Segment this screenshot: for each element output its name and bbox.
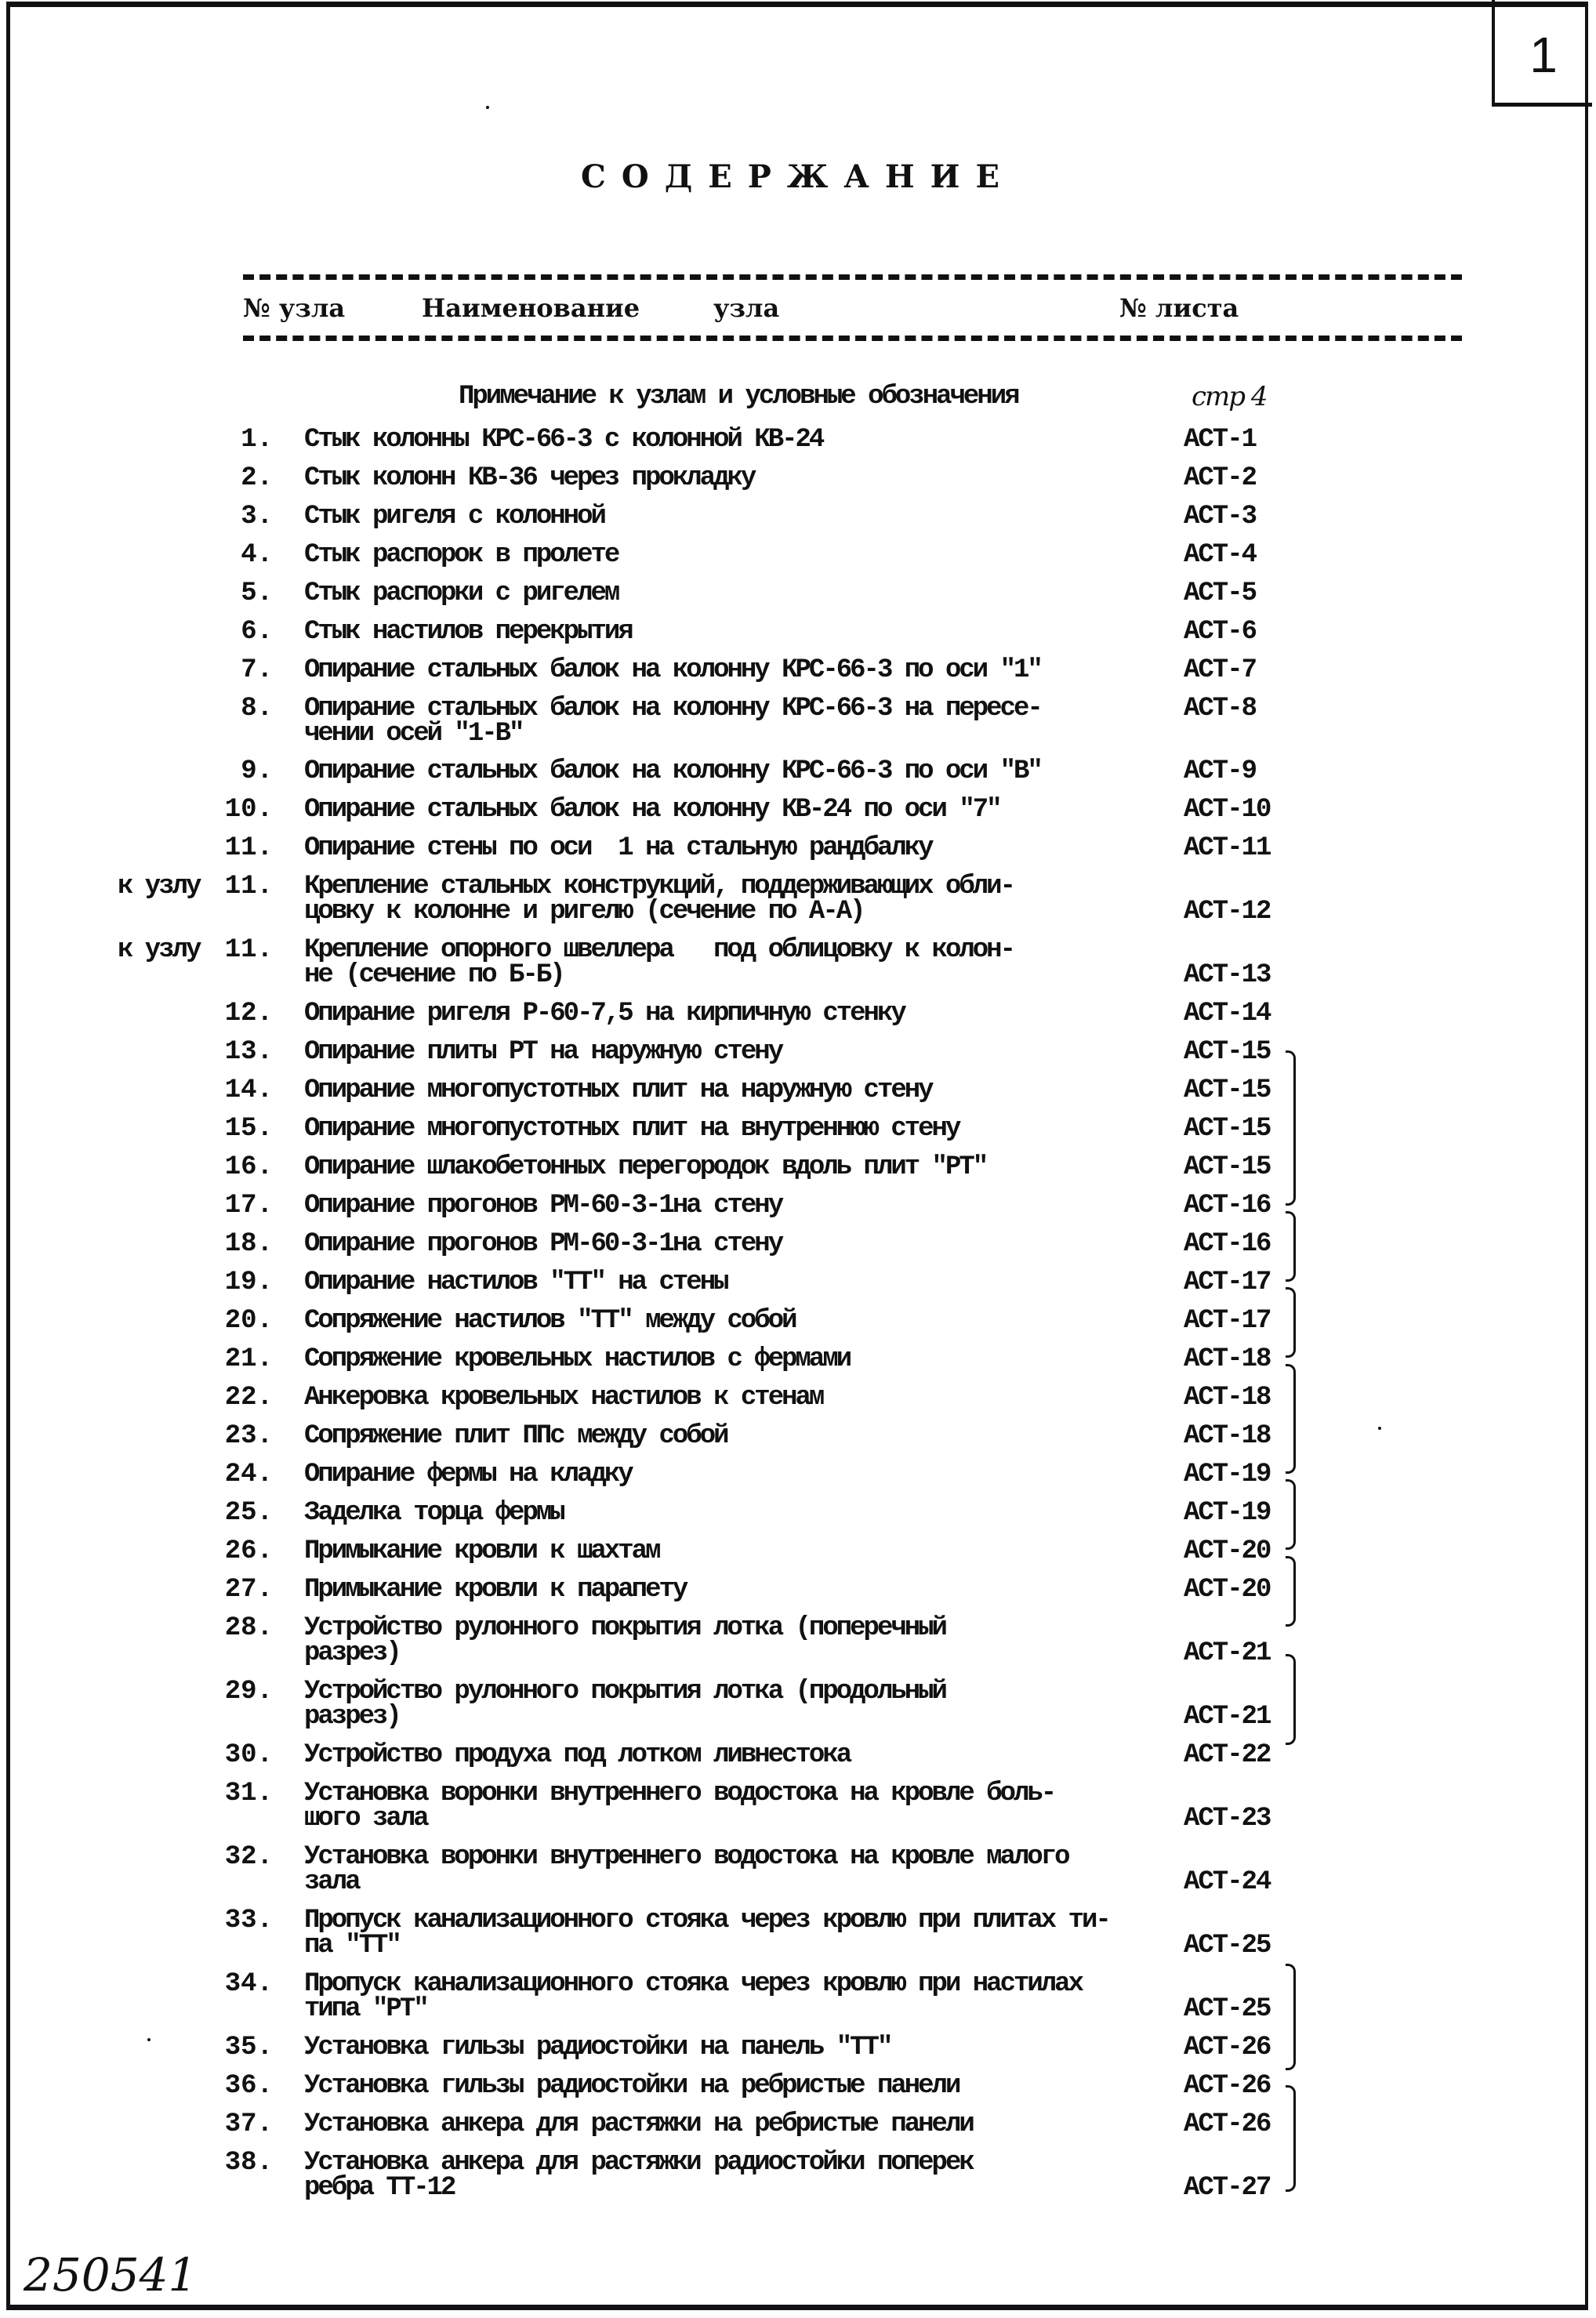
row-sheet-number: АСТ-26 [1184,2033,1271,2062]
row-sheet-number: АСТ-9 [1184,756,1257,786]
row-title: Примыкание кровли к парапету [304,1575,687,1605]
row-number: 38. [224,2148,273,2178]
row-title: Установка гильзы радиостойки на ребристые панели [304,2071,959,2101]
page-number: 1 [1529,27,1558,83]
row-title: Стык настилов перекрытия [304,617,632,647]
row-number: 11. [224,833,273,863]
brace-ast-16 [1286,1211,1296,1282]
row-title: Опирание прогонов РМ-60-3-1на стену [304,1229,782,1259]
row-sheet-number: АСТ-3 [1184,502,1257,531]
brace-ast-18 [1286,1364,1296,1474]
row-number: 5. [241,579,273,608]
note-sheet: стр 4 [1192,381,1267,412]
row-sheet-number: АСТ-15 [1184,1037,1271,1067]
row-sheet-number: АСТ-27 [1184,2173,1271,2203]
row-sheet-number: АСТ-23 [1184,1804,1271,1834]
row-number: 10. [224,795,273,825]
row-title: Опирание стальных балок на колонну КРС-66-3 на пересе- чении осей "1-В" [304,694,1041,749]
row-title: Сопряжение плит ППс между собой [304,1421,727,1451]
row-sheet-number: АСТ-25 [1184,1931,1271,1961]
row-sheet-number: АСТ-17 [1184,1268,1271,1297]
brace-ast-17 [1286,1287,1296,1358]
row-title: Устройство рулонного покрытия лотка (продольный разрез) [304,1677,945,1732]
row-title: Стык ригеля с колонной [304,502,604,531]
row-title: Стык распорки с ригелем [304,579,618,608]
row-number: 11. [224,935,273,965]
row-sheet-number: АСТ-26 [1184,2109,1271,2139]
row-sheet-number: АСТ-2 [1184,463,1257,493]
row-number: 27. [224,1575,273,1605]
brace-ast-21 [1286,1654,1296,1745]
row-sheet-number: АСТ-15 [1184,1114,1271,1144]
row-title: Установка гильзы радиостойки на панель "ТТ" [304,2033,891,2062]
row-sheet-number: АСТ-18 [1184,1344,1271,1374]
row-number: 3. [241,502,273,531]
row-title: Устройство рулонного покрытия лотка (поперечный разрез) [304,1613,945,1668]
row-title: Заделка торца фермы [304,1498,564,1528]
row-title: Опирание многопустотных плит на наружную стену [304,1076,932,1105]
row-sheet-number: АСТ-21 [1184,1702,1271,1732]
row-sheet-number: АСТ-20 [1184,1536,1271,1566]
brace-ast-20 [1286,1556,1296,1627]
row-number: 33. [224,1906,273,1935]
row-sheet-number: АСТ-18 [1184,1421,1271,1451]
row-sheet-number: АСТ-5 [1184,579,1257,608]
row-title: Стык распорок в пролете [304,540,618,570]
row-title: Опирание ригеля Р-60-7,5 на кирпичную стенку [304,999,905,1028]
row-sheet-number: АСТ-7 [1184,655,1257,685]
row-title: Стык колонн КВ-36 через прокладку [304,463,755,493]
row-sheet-number: АСТ-16 [1184,1229,1271,1259]
row-sheet-number: АСТ-13 [1184,960,1271,990]
row-title: Опирание стальных балок на колонну КВ-24 по оси "7" [304,795,1000,825]
row-number: 35. [224,2033,273,2062]
row-number: 34. [224,1969,273,1999]
row-prefix: к узлу [118,935,200,965]
header-sheet-number: № листа [1119,293,1239,323]
row-sheet-number: АСТ-8 [1184,694,1257,724]
row-sheet-number: АСТ-11 [1184,833,1271,863]
row-number: 16. [224,1152,273,1182]
row-sheet-number: АСТ-14 [1184,999,1271,1028]
row-number: 9. [241,756,273,786]
row-sheet-number: АСТ-10 [1184,795,1271,825]
brace-ast-25 [1286,1964,1296,2070]
row-number: 30. [224,1740,273,1770]
row-sheet-number: АСТ-22 [1184,1740,1271,1770]
header-rule-bottom [243,336,1462,341]
row-number: 8. [241,694,273,724]
speck [147,2038,151,2041]
row-title: Устройство продуха под лотком ливнестока [304,1740,851,1770]
row-sheet-number: АСТ-17 [1184,1306,1271,1336]
row-number: 14. [224,1076,273,1105]
row-title: Установка анкера для растяжки на ребристые панели [304,2109,973,2139]
row-title: Опирание стальных балок на колонну КРС-66-3 по оси "1" [304,655,1041,685]
row-title: Примыкание кровли к шахтам [304,1536,659,1566]
row-title: Установка воронки внутреннего водостока на кровле малого зала [304,1842,1068,1897]
row-title: Стык колонны КРС-66-3 с колонной КВ-24 [304,425,823,455]
row-title: Опирание стальных балок на колонну КРС-66-3 по оси "В" [304,756,1041,786]
row-number: 36. [224,2071,273,2101]
row-number: 26. [224,1536,273,1566]
row-sheet-number: АСТ-26 [1184,2071,1271,2101]
row-sheet-number: АСТ-6 [1184,617,1257,647]
row-sheet-number: АСТ-15 [1184,1152,1271,1182]
row-number: 21. [224,1344,273,1374]
row-number: 28. [224,1613,273,1643]
row-number: 19. [224,1268,273,1297]
row-number: 17. [224,1191,273,1221]
row-title: Сопряжение кровельных настилов с фермами [304,1344,851,1374]
row-title: Установка воронки внутреннего водостока на кровле боль- шого зала [304,1779,1055,1834]
header-name: Наименование [422,293,640,323]
row-sheet-number: АСТ-19 [1184,1460,1271,1489]
row-sheet-number: АСТ-19 [1184,1498,1271,1528]
row-title: Анкеровка кровельных настилов к стенам [304,1383,823,1413]
row-sheet-number: АСТ-12 [1184,897,1271,927]
row-title: Опирание плиты РТ на наружную стену [304,1037,782,1067]
row-title: Крепление опорного швеллера под облицовку к колон- не (сечение по Б-Б) [304,935,1014,990]
row-title: Пропуск канализационного стояка через кровлю при настилах типа "РТ" [304,1969,1082,2024]
row-sheet-number: АСТ-15 [1184,1076,1271,1105]
row-number: 20. [224,1306,273,1336]
row-title: Опирание фермы на кладку [304,1460,632,1489]
row-number: 23. [224,1421,273,1451]
row-number: 31. [224,1779,273,1808]
row-sheet-number: АСТ-4 [1184,540,1257,570]
row-title: Опирание прогонов РМ-60-3-1на стену [304,1191,782,1221]
row-title: Опирание шлакобетонных перегородок вдоль плит "РТ" [304,1152,987,1182]
row-title: Опирание настилов "ТТ" на стены [304,1268,727,1297]
row-number: 2. [241,463,273,493]
header-rule-top [243,274,1462,280]
row-number: 25. [224,1498,273,1528]
row-number: 32. [224,1842,273,1872]
page-title: СОДЕРЖАНИЕ [581,158,1015,195]
row-sheet-number: АСТ-21 [1184,1638,1271,1668]
row-title: Пропуск канализационного стояка через кровлю при плитах ти- па "ТТ" [304,1906,1109,1961]
row-sheet-number: АСТ-25 [1184,1994,1271,2024]
row-title: Крепление стальных конструкций, поддерживающих обли- цовку к колонне и ригелю (сечение по А-А) [304,872,1014,927]
speck [1378,1427,1381,1430]
row-prefix: к узлу [118,872,200,901]
page-number-box [1492,0,1592,107]
row-number: 1. [241,425,273,455]
row-number: 18. [224,1229,273,1259]
row-number: 12. [224,999,273,1028]
row-sheet-number: АСТ-18 [1184,1383,1271,1413]
brace-ast-19 [1286,1479,1296,1550]
row-title: Сопряжение настилов "ТТ" между собой [304,1306,796,1336]
row-sheet-number: АСТ-16 [1184,1191,1271,1221]
speck [486,106,489,109]
row-number: 24. [224,1460,273,1489]
row-title: Установка анкера для растяжки радиостойки поперек ребра ТТ-12 [304,2148,973,2203]
row-number: 4. [241,540,273,570]
row-number: 22. [224,1383,273,1413]
row-sheet-number: АСТ-20 [1184,1575,1271,1605]
brace-ast-26 [1286,2085,1296,2192]
row-sheet-number: АСТ-24 [1184,1867,1271,1897]
row-number: 6. [241,617,273,647]
header-name-node: узла [713,293,780,323]
row-title: Опирание стены по оси 1 на стальную рандбалку [304,833,932,863]
row-title: Опирание многопустотных плит на внутреннюю стену [304,1114,959,1144]
row-number: 37. [224,2109,273,2139]
row-number: 13. [224,1037,273,1067]
handwritten-number: 250541 [24,2248,198,2302]
brace-ast-15 [1286,1050,1296,1206]
row-sheet-number: АСТ-1 [1184,425,1257,455]
note-text: Примечание к узлам и условные обозначения [459,382,1018,412]
header-node-number: № узла [243,293,346,323]
row-number: 29. [224,1677,273,1707]
row-number: 7. [241,655,273,685]
row-number: 15. [224,1114,273,1144]
row-number: 11. [224,872,273,901]
